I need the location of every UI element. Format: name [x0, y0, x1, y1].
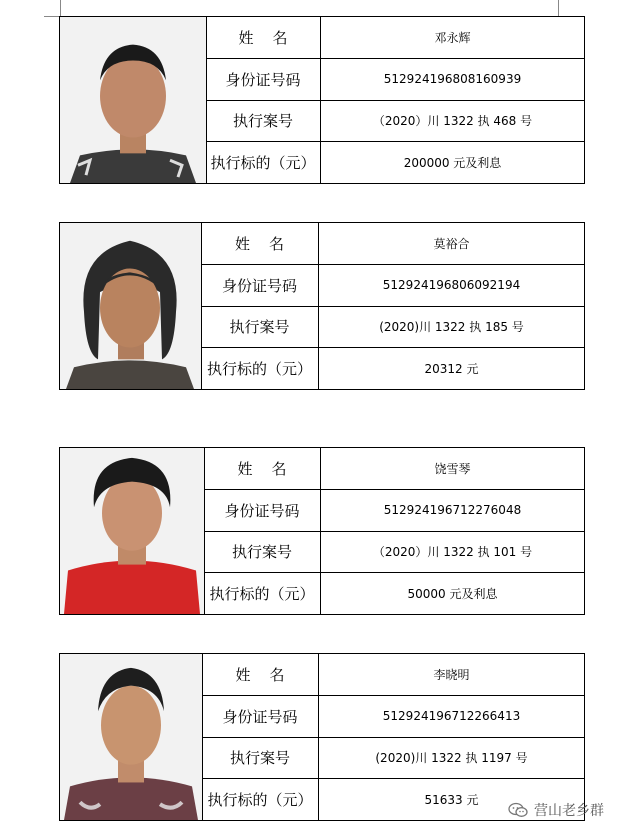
row-id-number: [206, 59, 584, 101]
name-value: 饶雪琴: [434, 461, 471, 476]
row-id-number: [202, 696, 584, 738]
portrait-photo: [60, 654, 202, 820]
footer-badge-text: 营山老乡群: [534, 803, 604, 819]
name-value: 莫裕合: [433, 236, 470, 251]
row-case-number: [206, 101, 584, 143]
wechat-icon: [508, 802, 528, 818]
name-value: 邓永辉: [434, 30, 471, 45]
id-number-value: 512924196712266413: [382, 709, 521, 724]
amount-value: 50000 元及利息: [407, 587, 498, 602]
name-label: 姓 名: [204, 448, 321, 489]
amount-label: 执行标的（元）: [202, 779, 319, 820]
photo-cell: [60, 448, 205, 614]
case-number-value: (2020)川 1322 执 185 号: [379, 320, 524, 335]
id-number-label: 身份证号码: [206, 59, 321, 100]
case-number-value: (2020)川 1322 执 1197 号: [375, 751, 528, 766]
portrait-photo: [60, 17, 206, 183]
row-amount: [204, 573, 584, 614]
record-card: [59, 16, 585, 184]
footer-watermark: [508, 800, 604, 820]
photo-cell: [60, 17, 207, 183]
portrait-photo: [60, 223, 201, 389]
photo-cell: [60, 654, 203, 820]
row-name: [206, 17, 584, 59]
id-number-label: 身份证号码: [202, 696, 319, 737]
row-name: [204, 448, 584, 490]
clothing: [64, 778, 198, 820]
row-case-number: [201, 307, 584, 349]
face: [100, 55, 166, 138]
info-rows: [206, 17, 584, 183]
id-number-value: 512924196806092194: [382, 278, 521, 293]
info-rows: [204, 448, 584, 614]
id-number-label: 身份证号码: [204, 490, 321, 531]
case-number-label: 执行案号: [202, 738, 319, 779]
row-name: [202, 654, 584, 696]
face: [101, 686, 161, 765]
record-card: [59, 222, 585, 390]
clothing: [64, 561, 200, 614]
case-number-label: 执行案号: [206, 101, 321, 142]
amount-value: 20312 元: [424, 362, 479, 377]
row-case-number: [204, 532, 584, 574]
photo-cell: [60, 223, 202, 389]
record-card: [59, 447, 585, 615]
row-id-number: [204, 490, 584, 532]
case-number-value: （2020）川 1322 执 468 号: [372, 114, 533, 129]
amount-value: 51633 元: [424, 793, 479, 808]
page-corner-mark-right: [558, 0, 575, 17]
info-rows: [202, 654, 584, 820]
id-number-label: 身份证号码: [201, 265, 319, 306]
name-label: 姓 名: [202, 654, 319, 695]
row-id-number: [201, 265, 584, 307]
case-number-value: （2020）川 1322 执 101 号: [372, 545, 533, 560]
record-card: [59, 653, 585, 821]
face: [102, 476, 162, 551]
page-corner-mark-left: [44, 0, 61, 17]
case-number-label: 执行案号: [204, 532, 321, 573]
amount-value: 200000 元及利息: [403, 156, 502, 171]
row-amount: [201, 348, 584, 389]
row-name: [201, 223, 584, 265]
name-label: 姓 名: [201, 223, 319, 264]
row-amount: [206, 142, 584, 183]
amount-label: 执行标的（元）: [204, 573, 321, 614]
id-number-value: 512924196808160939: [383, 72, 522, 87]
info-rows: [201, 223, 584, 389]
name-value: 李晓明: [433, 667, 470, 682]
portrait-photo: [60, 448, 204, 614]
id-number-value: 512924196712276048: [383, 503, 522, 518]
case-number-label: 执行案号: [201, 307, 319, 348]
row-case-number: [202, 738, 584, 780]
amount-label: 执行标的（元）: [206, 142, 321, 183]
amount-label: 执行标的（元）: [201, 348, 319, 389]
name-label: 姓 名: [206, 17, 321, 58]
